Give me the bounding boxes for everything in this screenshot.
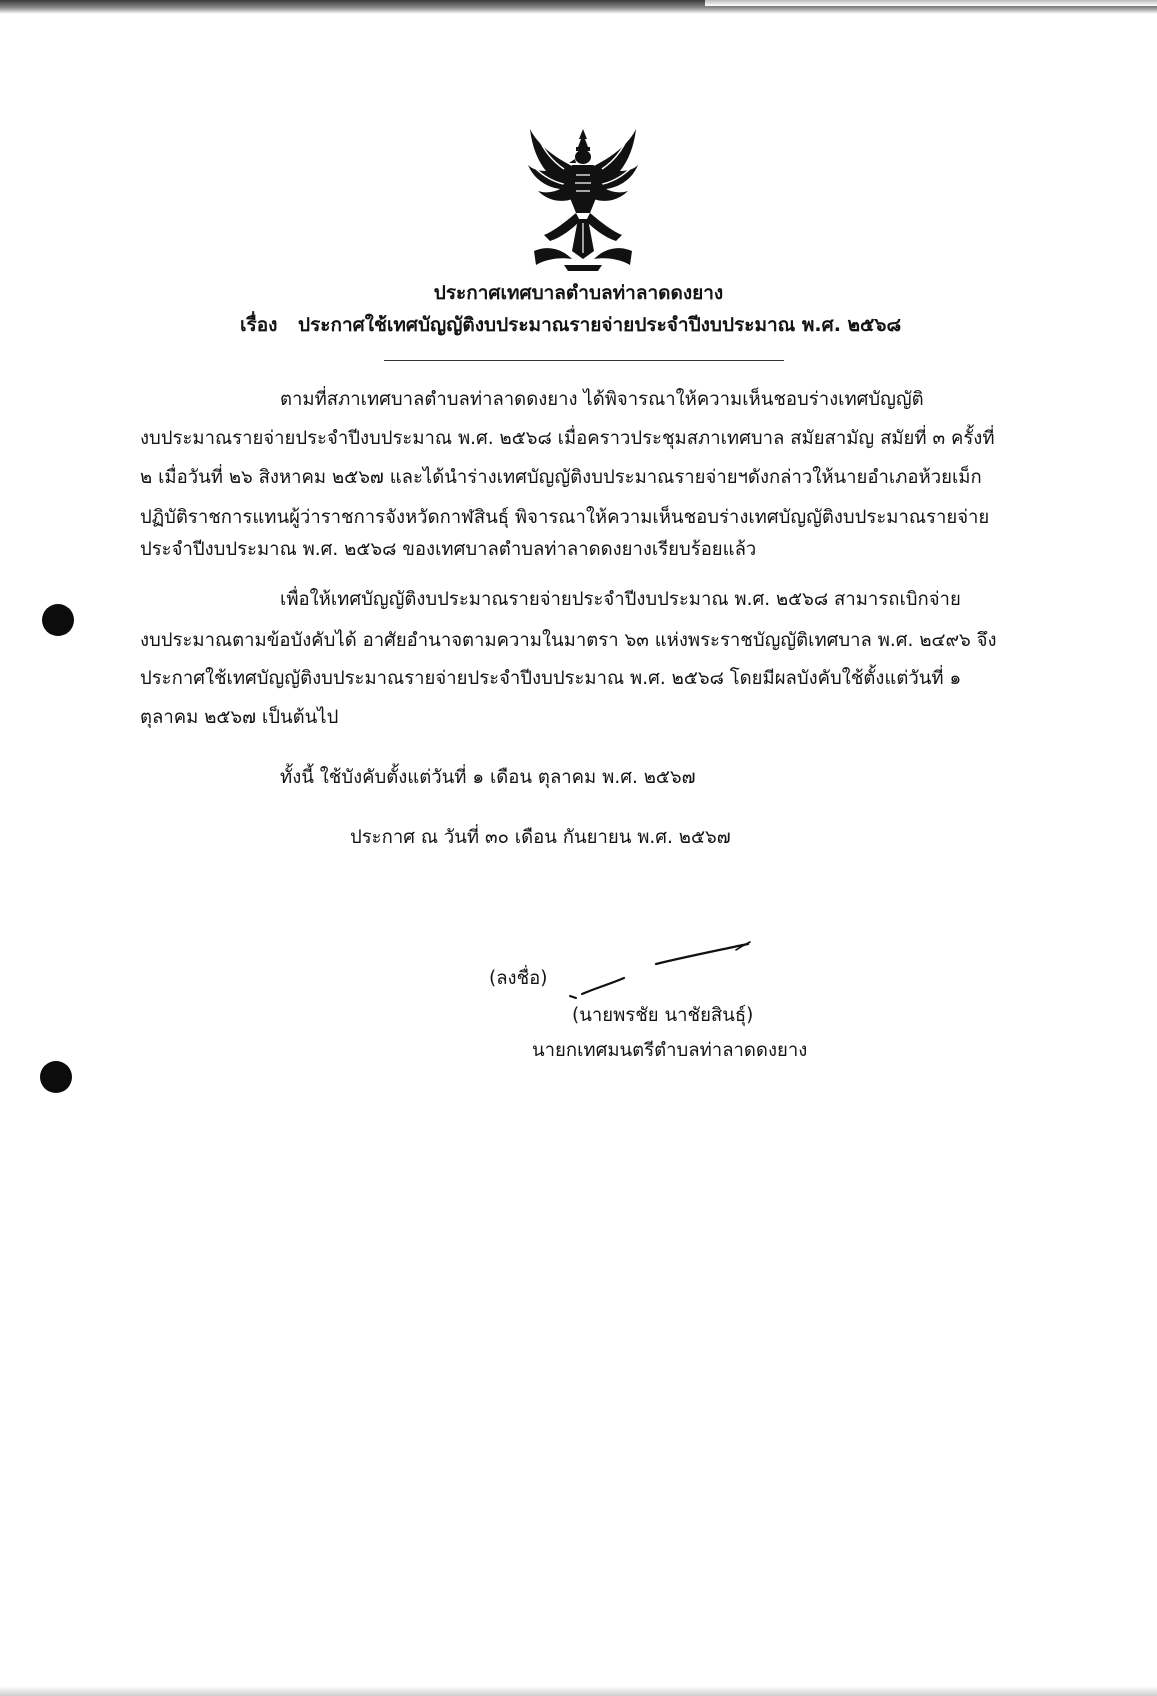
paragraph-line: ประกาศใช้เทศบัญญัติงบประมาณรายจ่ายประจำปีงบประมาณ พ.ศ. ๒๕๖๘ โดยมีผลบังคับใช้ตั้งแต่วันที่ ๑	[140, 668, 962, 689]
punch-hole	[42, 604, 74, 636]
handwritten-signature	[560, 940, 760, 1002]
announcement-subject	[240, 310, 940, 340]
paragraph-line: งบประมาณตามข้อบังคับได้ อาศัยอำนาจตามความในมาตรา ๖๓ แห่งพระราชบัญญัติเทศบาล พ.ศ. ๒๔๙๖ จึง	[140, 630, 997, 651]
effective-date: ทั้งนี้ ใช้บังคับตั้งแต่วันที่ ๑ เดือน ตุลาคม พ.ศ. ๒๕๖๗	[280, 767, 696, 788]
paragraph-line: เพื่อให้เทศบัญญัติงบประมาณรายจ่ายประจำปีงบประมาณ พ.ศ. ๒๕๖๘ สามารถเบิกจ่าย	[280, 589, 961, 610]
paragraph-line: งบประมาณรายจ่ายประจำปีงบประมาณ พ.ศ. ๒๕๖๘ เมื่อคราวประชุมสภาเทศบาล สมัยสามัญ สมัยที่ ๓ ครั้งที่	[140, 428, 995, 449]
garuda-emblem-icon	[524, 127, 642, 272]
subject-label: เรื่อง	[240, 314, 278, 336]
announcement-date: ประกาศ ณ วันที่ ๓๐ เดือน กันยายน พ.ศ. ๒๕๖๗	[350, 827, 731, 848]
scan-edge-top-light	[705, 0, 1157, 6]
announcement-title: ประกาศเทศบาลตำบลท่าลาดดงยาง	[433, 282, 724, 304]
paragraph-line: ตามที่สภาเทศบาลตำบลท่าลาดดงยาง ได้พิจารณาให้ความเห็นชอบร่างเทศบัญญัติ	[280, 389, 924, 410]
punch-hole	[40, 1061, 72, 1093]
paragraph-line: ๒ เมื่อวันที่ ๒๖ สิงหาคม ๒๕๖๗ และได้นำร่างเทศบัญญัติงบประมาณรายจ่ายฯดังกล่าวให้นายอำเภอห้วยเม็ก	[140, 467, 982, 488]
heading-divider	[384, 360, 784, 361]
paragraph-line: ตุลาคม ๒๕๖๗ เป็นต้นไป	[140, 707, 339, 728]
signer-position: นายกเทศมนตรีตำบลท่าลาดดงยาง	[532, 1040, 808, 1061]
scan-edge-bottom	[0, 1686, 1157, 1696]
signer-name: (นายพรชัย นาชัยสินธุ์)	[572, 1005, 754, 1026]
paragraph-line: ปฏิบัติราชการแทนผู้ว่าราชการจังหวัดกาฬสินธุ์ พิจารณาให้ความเห็นชอบร่างเทศบัญญัติงบประมาณรายจ่าย	[140, 507, 990, 528]
subject-text: ประกาศใช้เทศบัญญัติงบประมาณรายจ่ายประจำปีงบประมาณ พ.ศ. ๒๕๖๘	[298, 314, 902, 336]
paragraph-line: ประจำปีงบประมาณ พ.ศ. ๒๕๖๘ ของเทศบาลตำบลท่าลาดดงยางเรียบร้อยแล้ว	[140, 539, 757, 560]
signature-label: (ลงชื่อ)	[489, 968, 548, 989]
